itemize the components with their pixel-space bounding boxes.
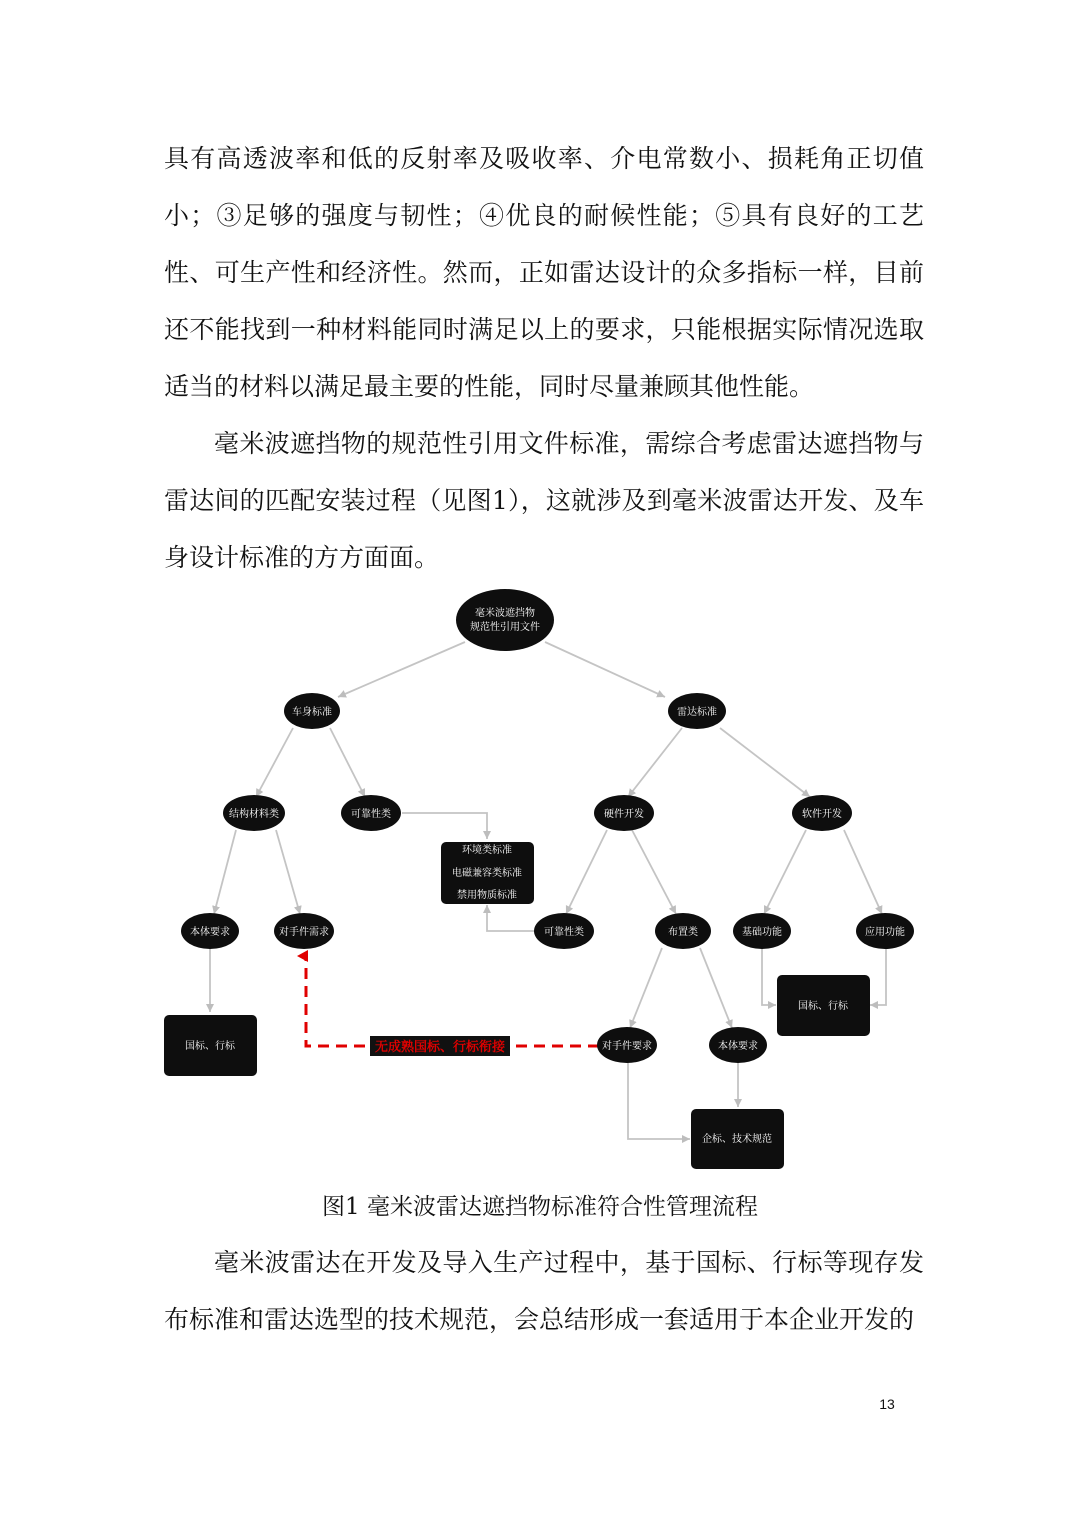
node-body-req-left	[181, 913, 239, 949]
node-hardware-dev-label: 硬件开发	[604, 809, 644, 820]
paragraph-2: 毫米波遮挡物的规范性引用文件标准，需综合考虑雷达遮挡物与雷达间的匹配安装过程（见图1），这就涉及到毫米波雷达开发、及车身设计标准的方方面面。	[164, 429, 924, 572]
node-nat-std-left-label: 国标、行标	[185, 1041, 235, 1052]
node-root	[456, 589, 554, 651]
connector-layout-counterpart	[630, 948, 662, 1028]
connector-root-radar	[545, 642, 665, 697]
node-counterpart-req-right-label: 对手件要求	[602, 1041, 652, 1052]
node-enterprise-std	[691, 1109, 784, 1169]
node-nat-std-right	[777, 975, 870, 1036]
connector-body-struct	[256, 728, 293, 797]
node-counterpart-req-right	[597, 1027, 657, 1063]
connector-root-body	[338, 642, 465, 697]
node-reliability-hw	[534, 913, 594, 949]
node-reliability-hw-label: 可靠性类	[544, 927, 584, 938]
node-struct-material-label: 结构材料类	[229, 809, 279, 820]
connector-radar-software	[720, 728, 810, 797]
node-enterprise-std-label: 企标、技术规范	[702, 1134, 772, 1145]
connector-body-reliability	[330, 728, 365, 797]
node-body-req-right	[709, 1027, 767, 1063]
node-env-line3: 禁用物质标准	[457, 890, 517, 901]
node-root-line1: 毫米波遮挡物	[475, 608, 535, 619]
node-radar-std-label: 雷达标准	[677, 707, 717, 718]
node-radar-std	[668, 693, 726, 729]
node-env-line2: 电磁兼容类标准	[452, 868, 522, 879]
node-env-box	[441, 842, 534, 904]
node-layout	[655, 913, 711, 949]
node-basic-func	[733, 913, 791, 949]
node-reliability-label: 可靠性类	[351, 809, 391, 820]
node-hardware-dev	[594, 795, 654, 831]
connector-reliability-env	[402, 813, 487, 839]
node-reliability	[341, 795, 401, 831]
connector-counterpart-enterprise	[628, 1062, 690, 1139]
node-body-std-label: 车身标准	[292, 707, 332, 718]
node-body-std	[284, 693, 340, 729]
connector-layout-bodyreq	[700, 948, 732, 1028]
connector-hw-layout	[632, 830, 676, 914]
connector-sw-app	[844, 830, 882, 914]
dashed-link	[306, 956, 599, 1056]
connector-struct-counterpart	[276, 830, 300, 914]
node-body-req-left-label: 本体要求	[190, 927, 230, 938]
node-app-func-label: 应用功能	[865, 927, 905, 938]
node-counterpart-req-left	[274, 913, 334, 949]
node-app-func	[856, 913, 914, 949]
connector-hw-reliability	[566, 830, 607, 914]
node-software-dev-label: 软件开发	[802, 809, 842, 820]
dashed-arrow	[306, 956, 599, 1046]
connector-hwrel-env	[487, 905, 535, 931]
node-root-line2: 规范性引用文件	[470, 622, 540, 633]
node-software-dev	[792, 795, 852, 831]
node-nat-std-right-label: 国标、行标	[798, 1001, 848, 1012]
node-nat-std-left	[164, 1015, 257, 1076]
connector-sw-basic	[764, 830, 806, 914]
connector-radar-hardware	[628, 728, 682, 797]
paragraph-1: 具有高透波率和低的反射率及吸收率、介电常数小、损耗角正切值小；③足够的强度与韧性；④优良的耐候性能；⑤具有良好的工艺性、可生产性和经济性。然而，正如雷达设计的众多指标一样，目前还不能找到一种材料能同时满足以上的要求，只能根据实际情况选取适当的材料以满足最主要的性能，同时尽量兼顾其他性能。	[164, 144, 924, 401]
node-layout-label: 布置类	[668, 927, 698, 938]
connector-struct-body-req	[214, 830, 236, 914]
paragraph-3: 毫米波雷达在开发及导入生产过程中，基于国标、行标等现存发布标准和雷达选型的技术规范，会总结形成一套适用于本企业开发的	[164, 1248, 924, 1334]
page-number: 13	[879, 1396, 895, 1412]
connector-app-natstd	[870, 948, 886, 1005]
figure-caption: 图1 毫米波雷达遮挡物标准符合性管理流程	[322, 1194, 758, 1220]
node-env-line1: 环境类标准	[462, 845, 512, 856]
node-basic-func-label: 基础功能	[742, 927, 782, 938]
node-counterpart-req-left-label: 对手件需求	[279, 927, 329, 938]
connector-basic-natstd	[762, 948, 776, 1005]
node-body-req-right-label: 本体要求	[718, 1041, 758, 1052]
dashed-label: 无成熟国标、行标衔接	[374, 1040, 506, 1055]
node-struct-material	[223, 795, 285, 831]
